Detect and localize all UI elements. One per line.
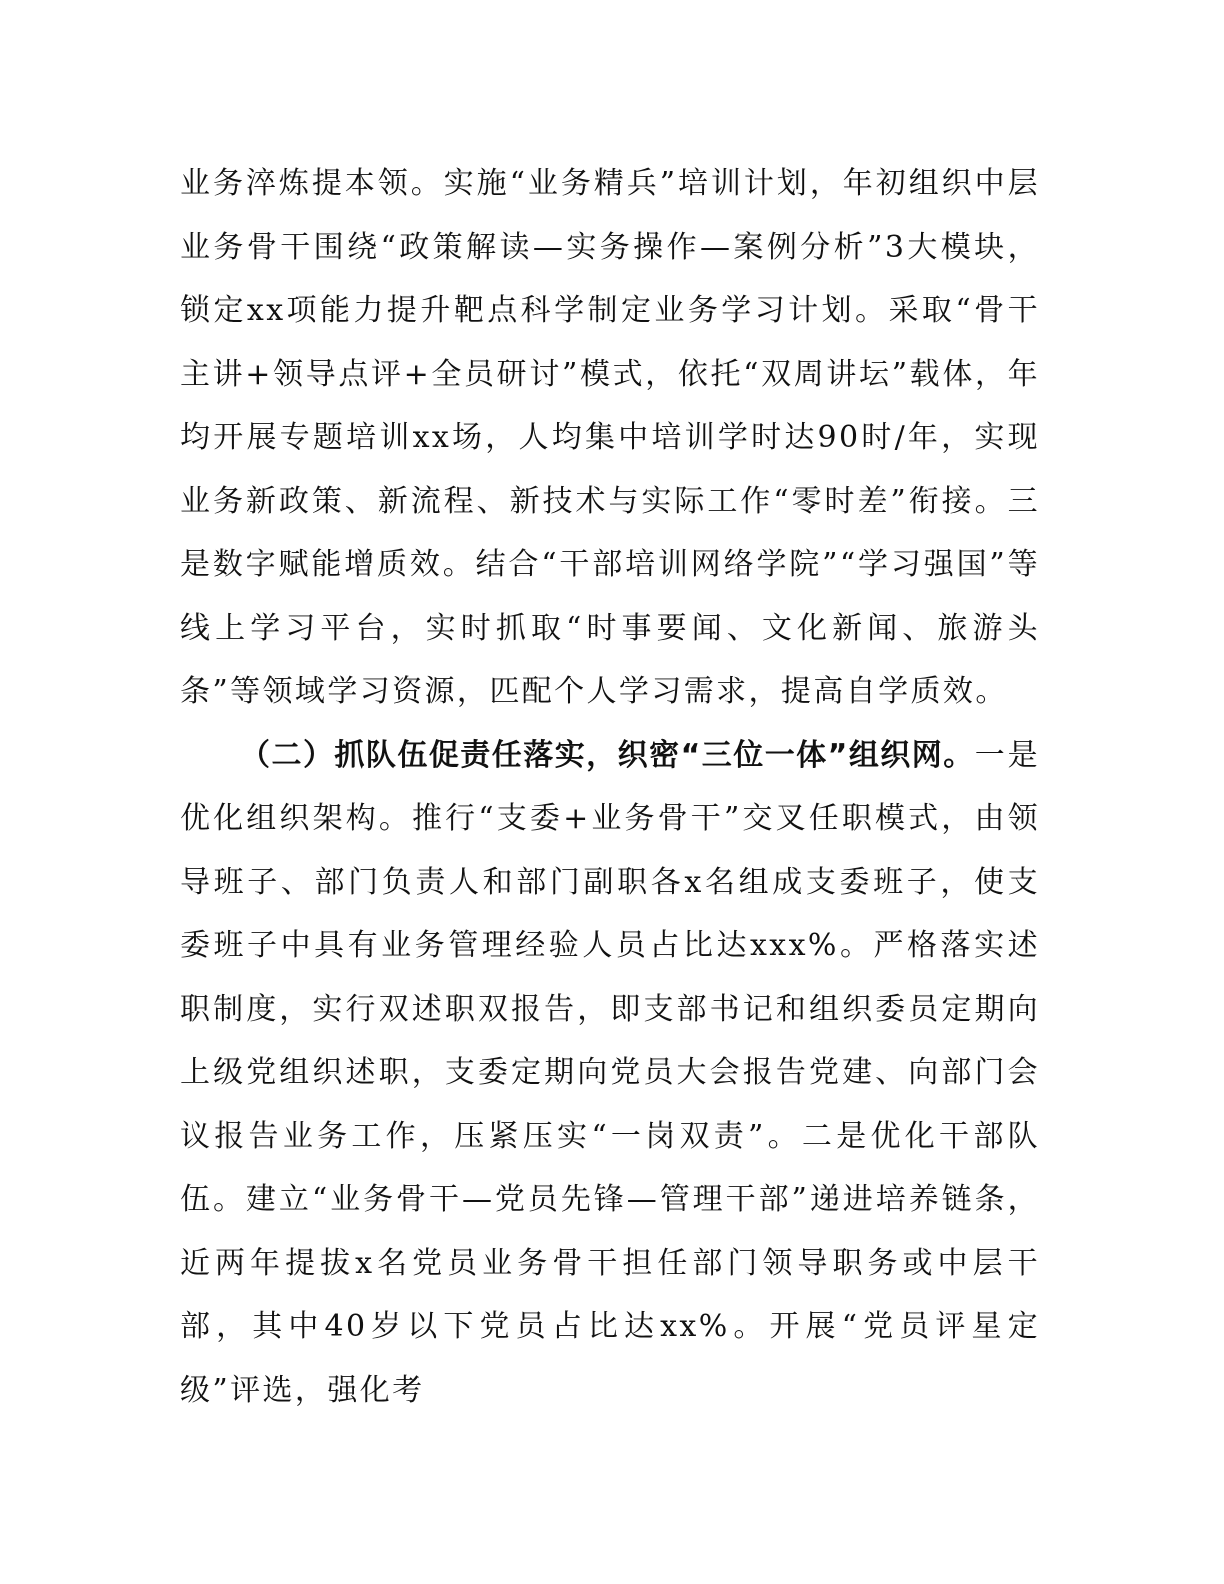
- paragraph-training: 业务淬炼提本领。实施“业务精兵”培训计划，年初组织中层业务骨干围绕“政策解读—实务操作—案例分析”3大模块，锁定xx项能力提升靶点科学制定业务学习计划。采取“骨干主讲+领导点评+全员研讨”模式，依托“双周讲坛”载体，年均开展专题培训xx场，人均集中培训学时达90时/年，实现业务新政策、新流程、新技术与实际工作“零时差”衔接。三是数字赋能增质效。结合“干部培训网络学院”“学习强国”等线上学习平台，实时抓取“时事要闻、文化新闻、旅游头条”等领域学习资源，匹配个人学习需求，提高自学质效。: [180, 166, 1040, 709]
- section-heading: （二）抓队伍促责任落实，织密“三位一体”组织网。: [240, 737, 975, 773]
- paragraph-team-responsibility: [180, 724, 1040, 1423]
- document-body: [180, 152, 1040, 1422]
- paragraph-team-body: 一是优化组织架构。推行“支委+业务骨干”交叉任职模式，由领导班子、部门负责人和部门副职各x名组成支委班子，使支委班子中具有业务管理经验人员占比达xxx%。严格落实述职制度，实行双述职双报告，即支部书记和组织委员定期向上级党组织述职，支委定期向党员大会报告党建、向部门会议报告业务工作，压紧压实“一岗双责”。二是优化干部队伍。建立“业务骨干—党员先锋—管理干部”递进培养链条，近两年提拔x名党员业务骨干担任部门领导职务或中层干部，其中40岁以下党员占比达xx%。开展“党员评星定级”评选，强化考: [180, 737, 1040, 1408]
